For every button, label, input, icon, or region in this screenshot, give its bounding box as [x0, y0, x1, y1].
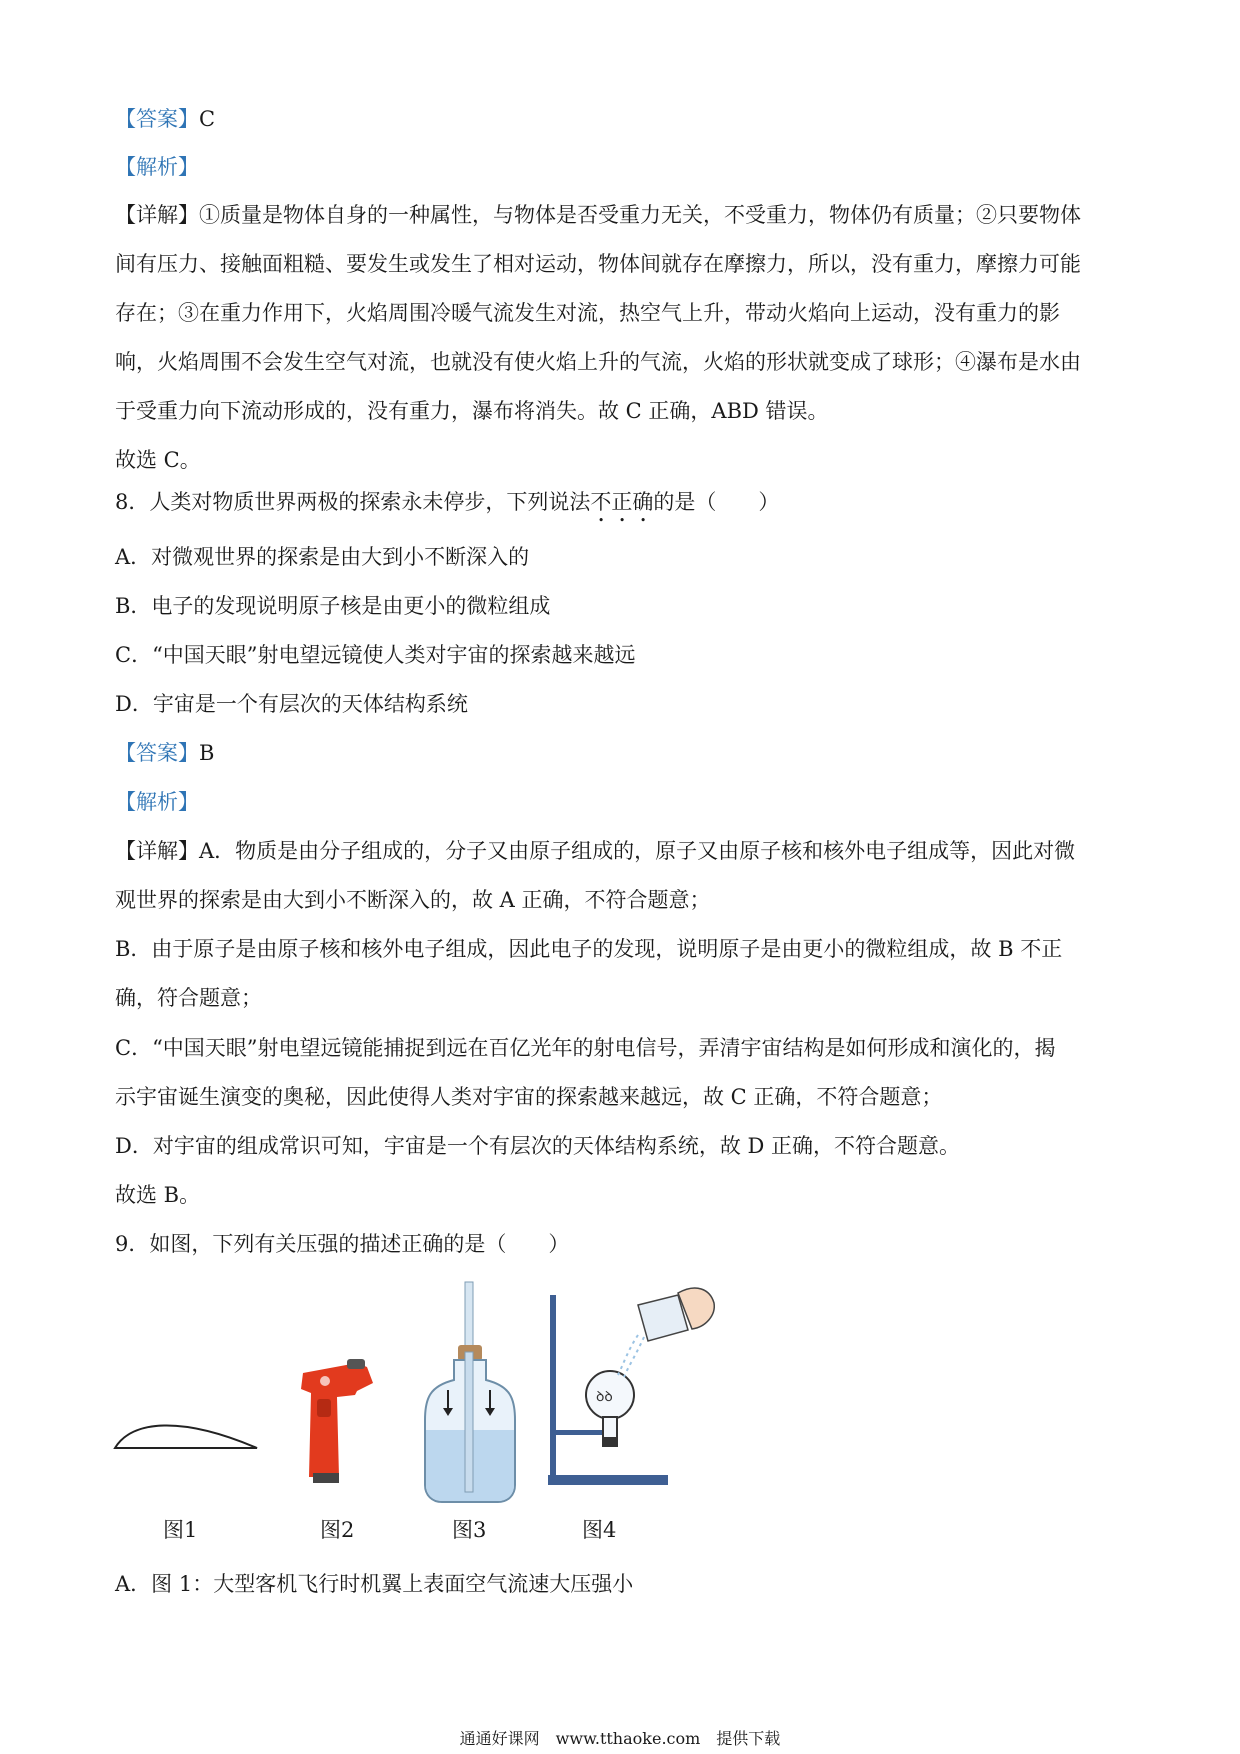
figure-label-4: 图4: [582, 1518, 617, 1542]
q7-conclusion: 故选 C。: [115, 448, 201, 472]
figure-label-1: 图1: [163, 1518, 198, 1542]
detail-tag: 【详解】: [115, 839, 199, 863]
q8-stem: [115, 487, 779, 527]
q8-stem-prefix: 8．人类对物质世界两极的探索永未停步，下列说法: [115, 490, 591, 514]
q8-detail-line-1: [115, 836, 1075, 866]
q7-detail-line-4: 响，火焰周围不会发生空气对流，也就没有使火焰上升的气流，火焰的形状就变成了球形；④瀑布是水由: [115, 350, 1081, 374]
detail-tag: 【详解】: [115, 203, 199, 227]
q7-detail-line-2: 间有压力、接触面粗糙、要发生或发生了相对运动，物体间就存在摩擦力，所以，没有重力，摩擦力可能: [115, 252, 1081, 276]
safety-hammer-figure: [295, 1355, 380, 1495]
answer-value: C: [199, 107, 216, 131]
q8-detail-line-5: C．“中国天眼”射电望远镜能捕捉到远在百亿光年的射电信号，弄清宇宙结构是如何形成和演化的，揭: [115, 1036, 1056, 1060]
answer-tag: 【答案】: [115, 741, 199, 765]
answer-value: B: [199, 741, 215, 765]
q8-detail-line-7: D．对宇宙的组成常识可知，宇宙是一个有层次的天体结构系统，故 D 正确，不符合题意。: [115, 1134, 961, 1158]
q8-stem-emphasis: 不正确: [590, 490, 654, 514]
q8-option-c: C．“中国天眼”射电望远镜使人类对宇宙的探索越来越远: [115, 643, 636, 667]
q8-detail-line-3: B．由于原子是由原子核和核外电子组成，因此电子的发现，说明原子是由更小的微粒组成，故 B 不正: [115, 937, 1063, 961]
q8-answer-line: [115, 738, 214, 768]
figure-label-3: 图3: [452, 1518, 487, 1542]
q8-option-a: A．对微观世界的探索是由大到小不断深入的: [115, 545, 530, 569]
bottle-figure: [420, 1280, 520, 1510]
q8-detail-line-2: 观世界的探索是由大到小不断深入的，故 A 正确，不符合题意；: [115, 888, 711, 912]
airfoil-figure: [112, 1400, 262, 1460]
q7-detail-line-5: 于受重力向下流动形成的，没有重力，瀑布将消失。故 C 正确，ABD 错误。: [115, 399, 829, 423]
q7-analysis-tag: 【解析】: [115, 155, 199, 179]
q8-detail-line-6: 示宇宙诞生演变的奥秘，因此使得人类对宇宙的探索越来越远，故 C 正确，不符合题意；: [115, 1085, 943, 1109]
q8-conclusion: 故选 B。: [115, 1183, 201, 1207]
answer-tag: 【答案】: [115, 107, 199, 131]
q9-stem: 9．如图，下列有关压强的描述正确的是（ ）: [115, 1232, 570, 1256]
q8-stem-suffix: 的是（ ）: [653, 490, 780, 514]
q7-detail-line-3: 存在；③在重力作用下，火焰周围冷暖气流发生对流，热空气上升，带动火焰向上运动，没有重力的影: [115, 301, 1060, 325]
q8-detail-line-4: 确，符合题意；: [115, 986, 262, 1010]
detail-text: ①质量是物体自身的一种属性，与物体是否受重力无关，不受重力，物体仍有质量；②只要物体: [199, 203, 1081, 227]
q8-analysis-tag: 【解析】: [115, 790, 199, 814]
figure-label-2: 图2: [320, 1518, 355, 1542]
q7-answer-line: [115, 104, 215, 134]
q8-option-d: D．宇宙是一个有层次的天体结构系统: [115, 692, 468, 716]
q9-option-a: A．图 1：大型客机飞行时机翼上表面空气流速大压强小: [115, 1572, 634, 1596]
detail-text: A．物质是由分子组成的，分子又由原子组成的，原子又由原子核和核外电子组成等，因此对微: [199, 839, 1076, 863]
q7-detail-line-1: [115, 200, 1081, 230]
footer: 通通好课网 www.tthaoke.com 提供下载: [459, 1729, 781, 1748]
svg-text:ꝺꝺ: ꝺꝺ: [596, 1389, 613, 1405]
q8-option-b: B．电子的发现说明原子核是由更小的微粒组成: [115, 594, 551, 618]
flask-stand-figure: [528, 1275, 718, 1495]
